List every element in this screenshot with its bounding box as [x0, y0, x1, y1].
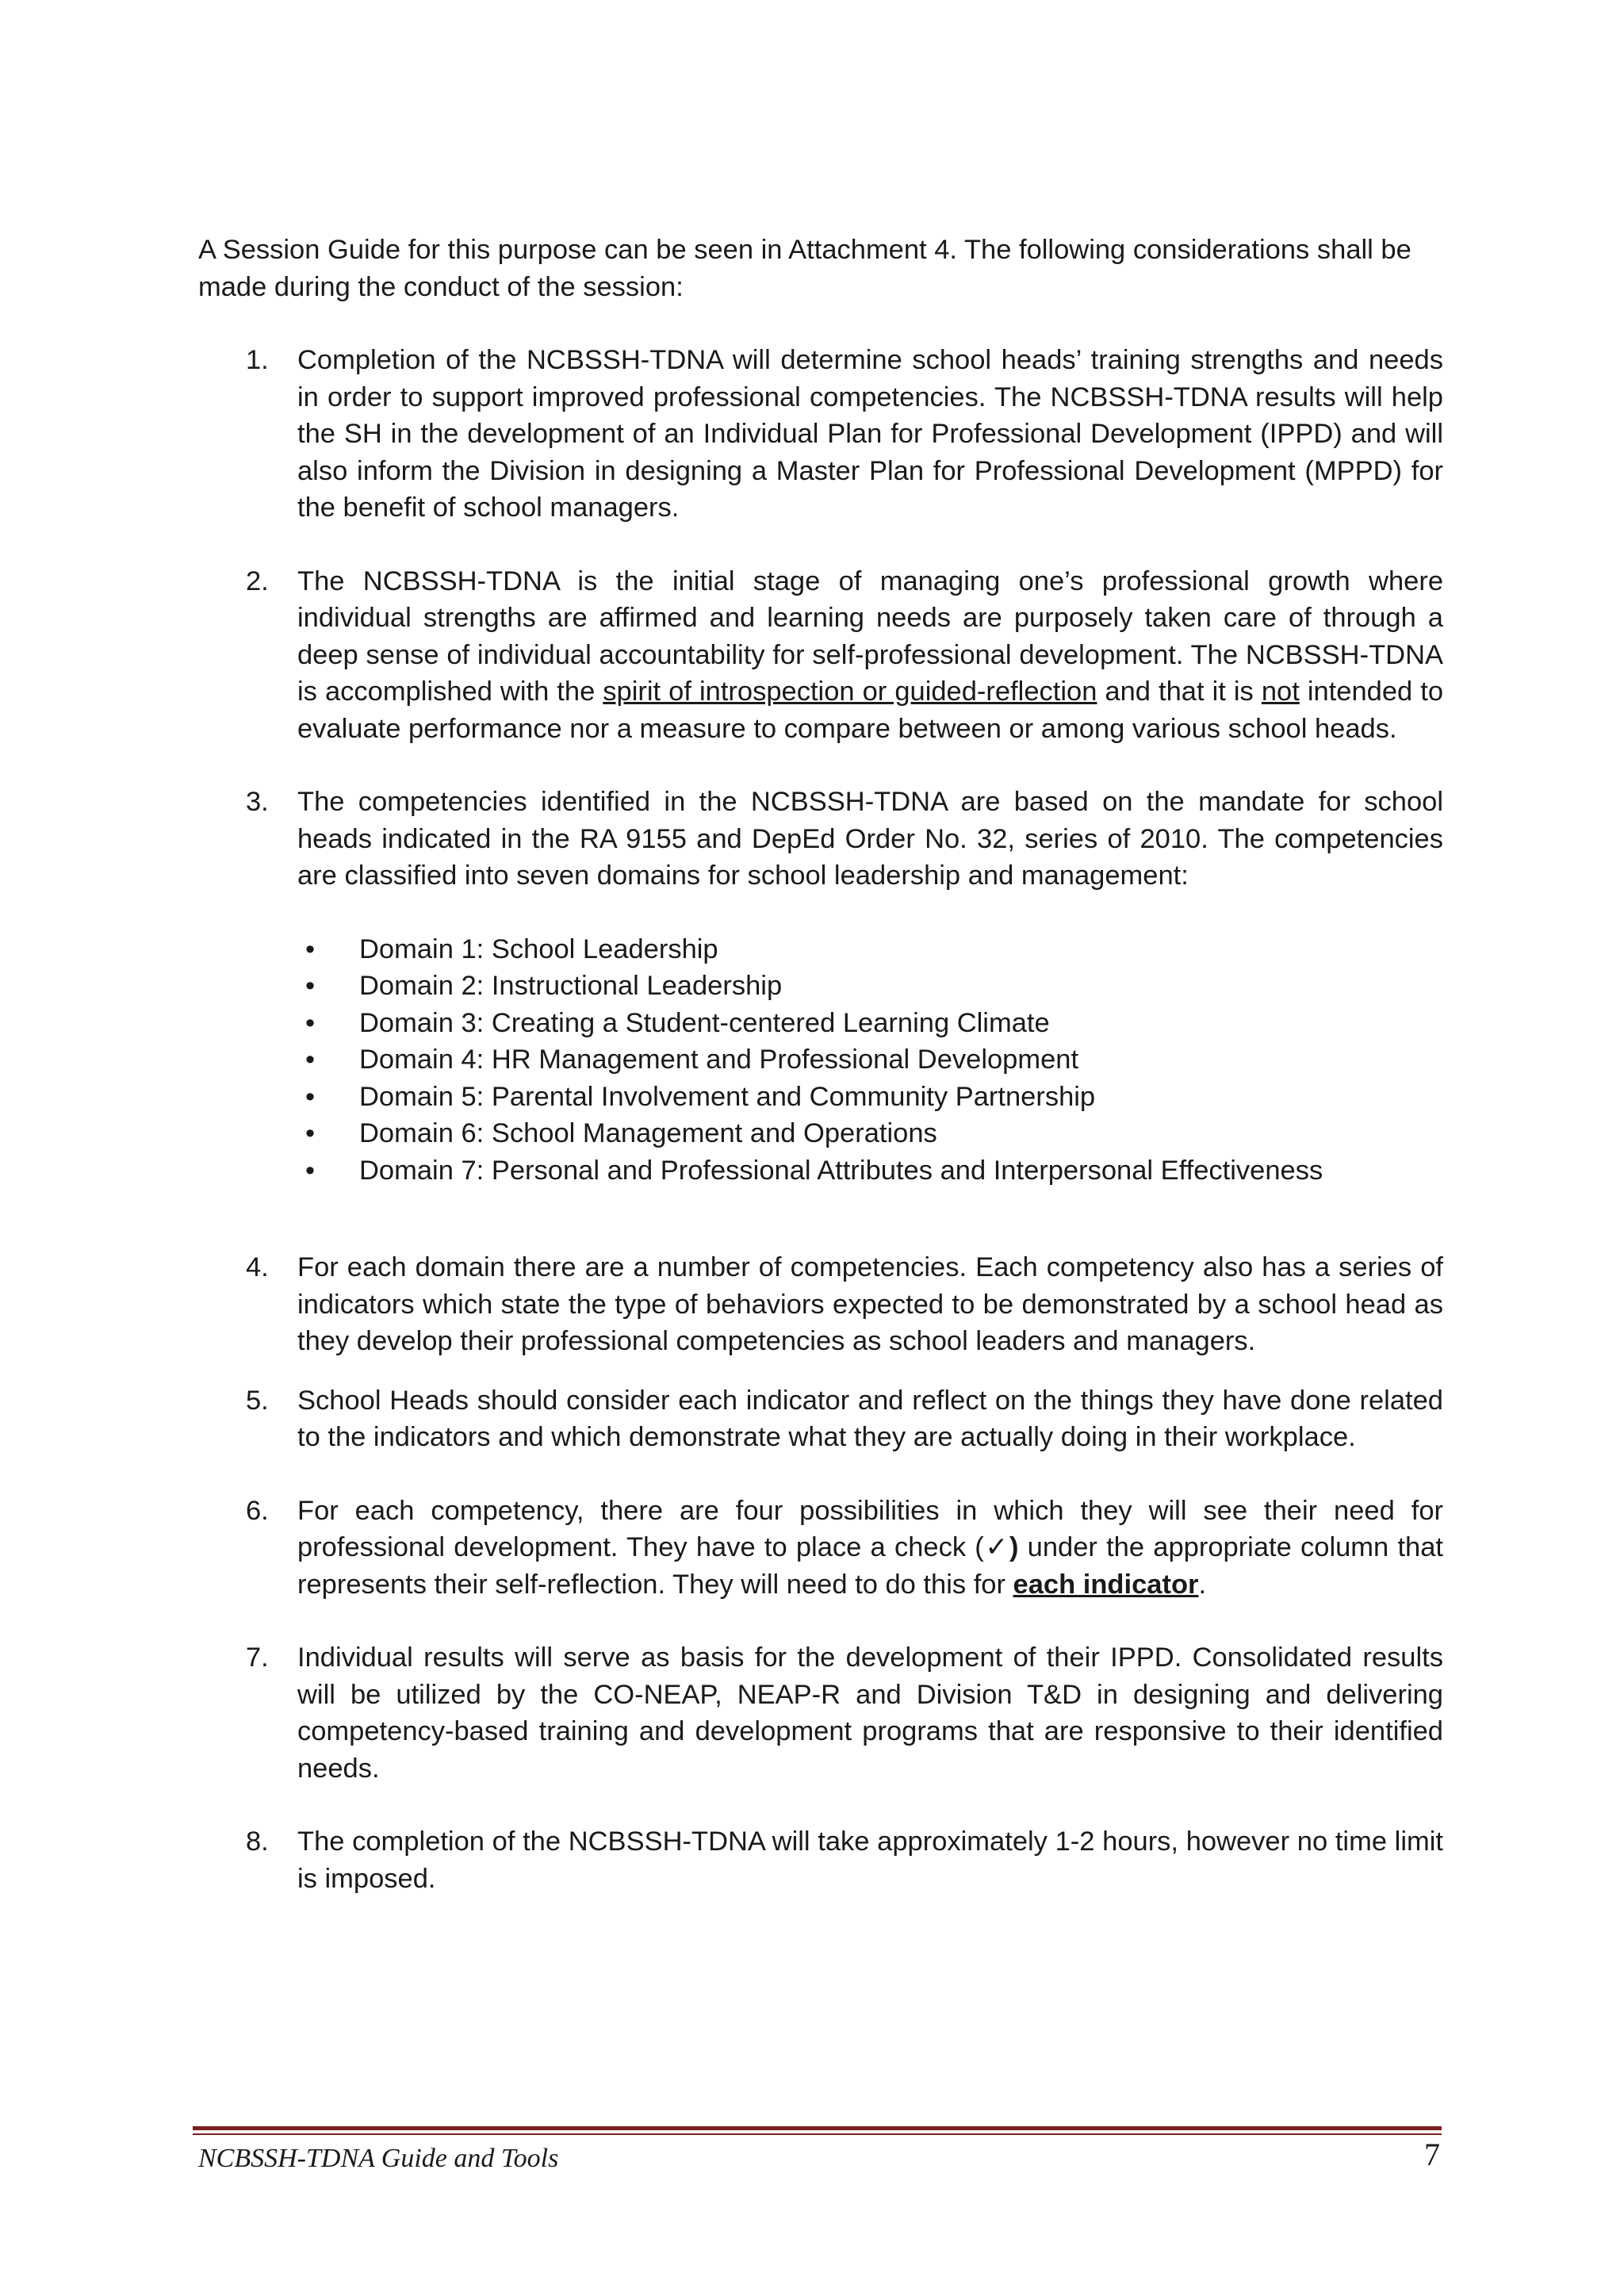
- item-text: For each domain there are a number of competencies. Each competency also has a series of indicators which state the type of behaviors expected to be demonstrated by a school head as they develop their professional competencies as school leaders and managers.: [297, 1252, 1443, 1356]
- item-text: Completion of the NCBSSH-TDNA will determine school heads’ training strengths and needs in order to support improved professional competencies. The NCBSSH-TDNA results will help the SH in the development of an Individual Plan for Professional Development (IPPD) and will also inform the Division in designing a Master Plan for Professional Development (MPPD) for the benefit of school managers.: [297, 345, 1443, 523]
- item-number: 8.: [246, 1826, 269, 1857]
- intro-paragraph: A Session Guide for this purpose can be seen in Attachment 4. The following considerations shall be made during the conduct of the session:: [198, 235, 1411, 302]
- list-item-3: [198, 784, 1443, 1189]
- domain-list: [297, 931, 1443, 1190]
- bullet-icon: •: [305, 1118, 316, 1148]
- bullet-icon: •: [305, 933, 316, 964]
- bullet-icon: •: [305, 1007, 316, 1038]
- domain-item: • Domain 4: HR Management and Professional Development: [297, 1041, 1443, 1079]
- list-item-4: [198, 1249, 1443, 1360]
- domain-item: • Domain 5: Parental Involvement and Community Partnership: [297, 1079, 1443, 1116]
- footer-title: NCBSSH-TDNA Guide and Tools: [198, 2144, 559, 2173]
- bullet-icon: •: [305, 1155, 316, 1186]
- list-item-7: [198, 1639, 1443, 1787]
- item-number: 1.: [246, 345, 269, 375]
- bullet-icon: •: [305, 971, 316, 1001]
- item-text-part: and that it is: [1097, 677, 1262, 707]
- list-item-2: [198, 563, 1443, 748]
- item-number: 7.: [246, 1642, 269, 1673]
- item-number: 3.: [246, 787, 269, 817]
- item-text-part: intended to evaluate performance nor a measure to compare between or among various school heads.: [297, 677, 1444, 744]
- check-mark-icon: ✓): [983, 1532, 1019, 1562]
- emphasized-phrase: each indicator: [1013, 1569, 1199, 1600]
- item-number: 5.: [246, 1385, 269, 1416]
- item-text-part: .: [1198, 1569, 1207, 1600]
- domain-item: • Domain 1: School Leadership: [297, 931, 1443, 968]
- bullet-icon: •: [305, 1045, 316, 1075]
- footer-rule-thin: [193, 2133, 1442, 2135]
- item-text: The completion of the NCBSSH-TDNA will take approximately 1-2 hours, however no time limit is imposed.: [297, 1826, 1443, 1894]
- list-item-8: [198, 1823, 1443, 1897]
- item-text: School Heads should consider each indicator and reflect on the things they have done related to the indicators and which demonstrate what they are actually doing in their workplace.: [297, 1385, 1443, 1452]
- item-number: 4.: [246, 1252, 269, 1282]
- domain-item: • Domain 3: Creating a Student-centered Learning Climate: [297, 1005, 1443, 1042]
- item-number: 2.: [246, 565, 269, 596]
- list-item-5: [198, 1382, 1443, 1456]
- item-text: Individual results will serve as basis for the development of their IPPD. Consolidated results will be utilized by the CO-NEAP, NEAP-R and Division T&D in designing and delivering competency-based training and development programs that are responsive to their identified needs.: [297, 1642, 1443, 1784]
- considerations-list: [198, 342, 1443, 1897]
- domain-item: • Domain 7: Personal and Professional Attributes and Interpersonal Effectiveness: [297, 1152, 1443, 1190]
- item-text-part: under the appropriate column that represents their self-reflection. They will need to do this for: [297, 1532, 1443, 1600]
- item-text: The competencies identified in the NCBSSH-TDNA are based on the mandate for school heads indicated in the RA 9155 and DepEd Order No. 32, series of 2010. The competencies are classified into seven domains for school leadership and management:: [297, 787, 1443, 891]
- item-text-part: For each competency, there are four possibilities in which they will see their need for professional development. They have to place a check (: [297, 1495, 1443, 1562]
- item-number: 6.: [246, 1495, 269, 1526]
- item-text-part: The NCBSSH-TDNA is the initial stage of managing one’s professional growth where individual strengths are affirmed and learning needs are purposely taken care of through a deep sense of individual accountability for self-professional development. The NCBSSH-TDNA is accomplished with the: [297, 565, 1443, 707]
- list-item-1: [198, 342, 1443, 527]
- list-item-6: [198, 1493, 1443, 1604]
- domain-item: • Domain 2: Instructional Leadership: [297, 968, 1443, 1005]
- page-number: 7: [1424, 2137, 1440, 2172]
- bullet-icon: •: [305, 1081, 316, 1112]
- underlined-word: not: [1261, 677, 1300, 707]
- domain-item: • Domain 6: School Management and Operations: [297, 1115, 1443, 1152]
- page-body: [198, 232, 1443, 1897]
- footer-rule-thick: [193, 2126, 1442, 2130]
- underlined-phrase: spirit of introspection or guided-reflection: [603, 677, 1097, 707]
